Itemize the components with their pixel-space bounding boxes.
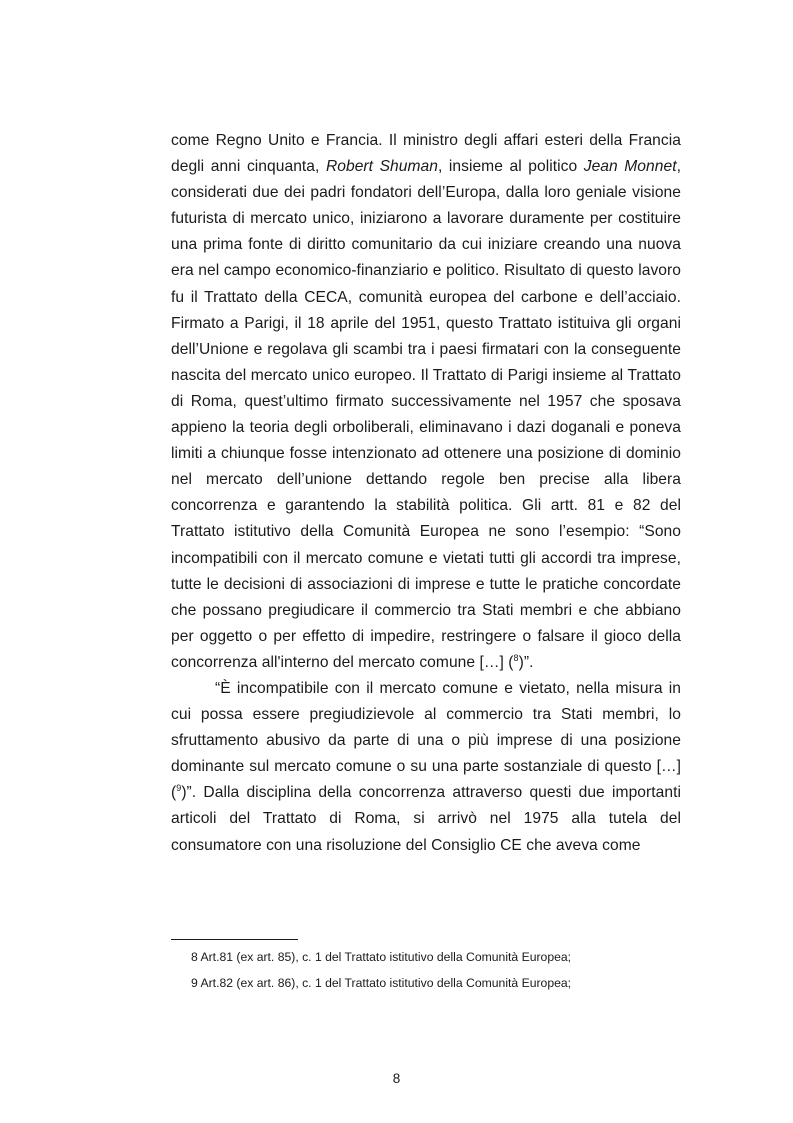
footnote-separator — [171, 939, 298, 940]
footnote-ref-9: 9 — [176, 783, 182, 794]
person-name-robert-shuman: Robert Shuman — [325, 158, 438, 176]
paragraph-1-text-a: come Regno Unito e Francia. Il ministro degli affari esteri della Francia degli anni cinquanta, — [171, 132, 681, 176]
body-text — [171, 128, 681, 859]
paragraph-1 — [171, 128, 681, 676]
paragraph-2 — [171, 676, 681, 859]
paragraph-1-text-c: , considerati due dei padri fondatori dell’Europa, dalla loro geniale visione futurista di mercato unico, iniziarono a lavorare duramente per costituire una prima fonte di diritto comunitario da cui iniziare creando una nuova era nel campo economico-finanziario e politico. Risultato di questo lavoro fu il Trattato della CECA, comunità europea del carbone e dell’acciaio. Firmato a Parigi, il 18 aprile del 1951, questo Trattato istituiva gli organi dell’Unione e regolava gli scambi tra i paesi firmatari con la conseguente nascita del mercato unico europeo. Il Trattato di Parigi insieme al Trattato di Roma, quest’ultimo firmato successivamente nel 1957 che sposava appieno la teoria degli orboliberali, eliminavano i dazi doganali e poneva limiti a chiunque fosse intenzionato ad ottenere una posizione di dominio nel mercato dell’unione dettando regole ben precise alla libera concorrenza e garantendo la stabilità politica. Gli artt. 81 e 82 del Trattato istitutivo della Comunità Europea ne sono l’esempio: “Sono incompatibili con il mercato comune e vietati tutti gli accordi tra imprese, tutte le decisioni di associazioni di imprese e tutte le pratiche concordate che possano pregiudicare il commercio tra Stati membri e che abbiano per oggetto o per effetto di impedire, restringere o falsare il gioco della concorrenza all'interno del mercato comune […] ( — [171, 158, 681, 671]
footnote-ref-8: 8 — [513, 652, 519, 663]
paragraph-2-text-b: )”. Dalla disciplina della concorrenza attraverso questi due importanti articoli del Trattato di Roma, si arrivò nel 1975 alla tutela del consumatore con una risoluzione del Consiglio CE che aveva come — [171, 784, 681, 854]
page-number: 8 — [392, 1071, 401, 1086]
footnote-8: 8 Art.81 (ex art. 85), c. 1 del Trattato istitutivo della Comunità Europea; — [191, 950, 572, 964]
person-name-jean-monnet: Jean Monnet — [583, 158, 677, 176]
footnotes — [171, 944, 681, 996]
paragraph-2-text-a: “È incompatibile con il mercato comune e vietato, nella misura in cui possa essere pregiudizievole al commercio tra Stati membri, lo sfruttamento abusivo da parte di una o più imprese di una posizione dominante sul mercato comune o su una parte sostanziale di questo […] ( — [171, 679, 681, 802]
footnote-9: 9 Art.82 (ex art. 86), c. 1 del Trattato istitutivo della Comunità Europea; — [191, 976, 572, 990]
paragraph-1-text-d: )”. — [518, 653, 534, 671]
paragraph-1-text-b: , insieme al politico — [437, 158, 584, 176]
